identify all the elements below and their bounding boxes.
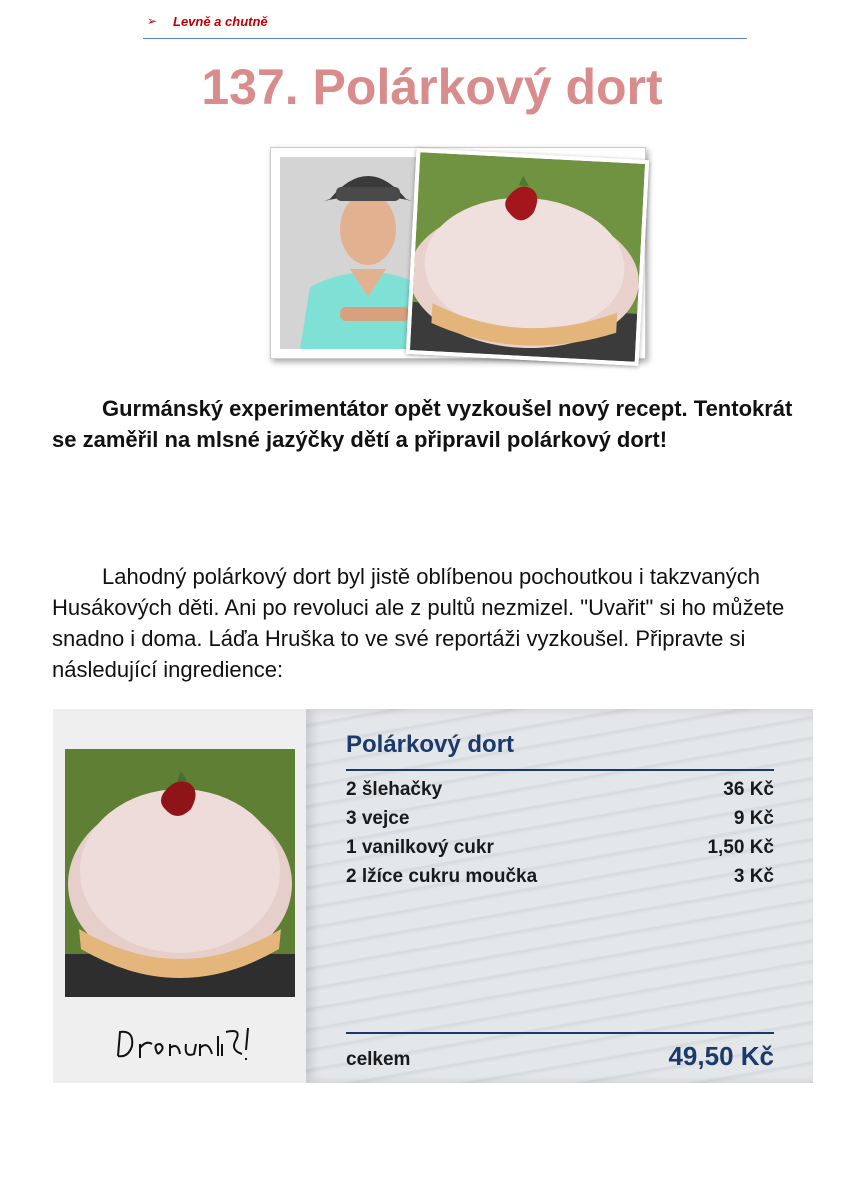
chef-photo-collage (270, 147, 646, 359)
cake-photo (406, 148, 649, 366)
ingredient-price: 36 Kč (723, 779, 774, 800)
total-label: celkem (346, 1049, 411, 1070)
ingredient-price: 9 Kč (733, 808, 774, 829)
ingredient-name: 1 vanilkový cukr (346, 837, 494, 858)
page-header (143, 10, 747, 39)
arrow-bullet-icon: ➢ (147, 14, 158, 28)
lead-paragraph (52, 393, 822, 455)
ingredient-price: 3 Kč (733, 866, 774, 887)
ingredient-name: 2 lžíce cukru moučka (346, 866, 538, 887)
lead-text: Gurmánský experimentátor opět vyzkoušel nový recept. Tentokrát se zaměřil na mlsné jazýčky dětí a připravil polárkový dort! (52, 396, 793, 452)
ingredient-price: 1,50 Kč (707, 837, 774, 858)
recipe-screenshot (53, 709, 813, 1083)
total-value: 49,50 Kč (668, 1041, 774, 1071)
cake-closeup-photo (65, 749, 295, 997)
header-text: Levně a chutně (173, 14, 268, 29)
ingredient-name: 3 vejce (346, 808, 410, 829)
recipe-photo-panel (53, 709, 306, 1083)
card-title-divider (346, 769, 774, 771)
body-paragraph (52, 561, 822, 685)
body-text: Lahodný polárkový dort byl jistě oblíbenou pochoutkou i takzvaných Husákových děti. Ani po revoluci ale z pultů nezmizel. "Uvařit" si ho můžete snadno i doma. Láďa Hruška to ve své reportáži vyzkoušel. Připravte si následující ingredience: (52, 564, 785, 682)
signature-image (108, 1014, 258, 1074)
recipe-card (306, 709, 813, 1083)
card-title: Polárkový dort (346, 731, 515, 758)
total-divider (346, 1032, 774, 1034)
page-title: 137. Polárkový dort (201, 59, 663, 115)
ingredient-name: 2 šlehačky (346, 779, 443, 800)
